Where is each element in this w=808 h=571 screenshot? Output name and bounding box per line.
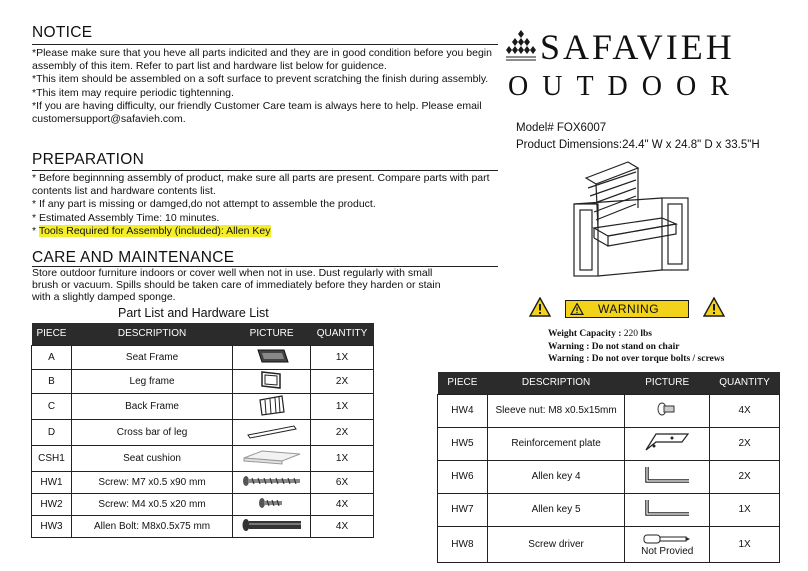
table-row: HW4 Sleeve nut: M8 x0.5x15mm 4X [438, 394, 780, 427]
notice-rule [32, 44, 498, 45]
preparation-title: PREPARATION [32, 151, 145, 168]
preparation-line: * Before beginnning assembly of product, make sure all parts are present. Compare parts with part contents list and hardware contents list. [32, 172, 490, 198]
header-description: DESCRIPTION [487, 372, 625, 394]
seat-frame-icon [252, 347, 292, 365]
table-row: HW2 Screw: M4 x0.5 x20 mm 4X [32, 493, 374, 515]
notice-title: NOTICE [32, 24, 93, 41]
table-row: B Leg frame 2X [32, 369, 374, 393]
screwdriver-icon [642, 533, 692, 545]
table-row: CSH1 Seat cushion 1X [32, 445, 374, 471]
care-title: CARE AND MAINTENANCE [32, 249, 235, 266]
tools-highlight: Tools Required for Assembly (included): Allen Key [38, 224, 271, 237]
allen-bolt-icon [240, 518, 304, 532]
safavieh-logo-icon [506, 30, 536, 62]
warning-line-stand: Warning : Do not stand on chair [548, 342, 680, 352]
weight-capacity: Weight Capacity : 220 lbs [548, 329, 652, 339]
hardware-table-header [438, 372, 780, 394]
table-row: A Seat Frame 1X [32, 345, 374, 369]
back-frame-icon [252, 394, 292, 416]
preparation-rule [32, 170, 498, 171]
warning-label: WARNING [598, 302, 660, 316]
short-screw-icon [252, 497, 292, 509]
table-row: HW8 Screw driver Not Provied 1X [438, 526, 780, 562]
warning-triangle-icon [703, 297, 725, 317]
preparation-line: * Estimated Assembly Time: 10 minutes. [32, 211, 220, 224]
warning-small-icon [570, 303, 584, 315]
preparation-line: * If any part is missing or damged,do not attempt to assemble the product. [32, 198, 376, 211]
notice-line: *If you are having difficulty, our friendly Customer Care team is always here to help. Please email customersupport@safavieh.com. [32, 99, 482, 126]
not-provided-note: Not Provied [641, 546, 694, 557]
header-picture: PICTURE [625, 372, 710, 394]
header-piece: PIECE [438, 372, 488, 394]
header-description: DESCRIPTION [71, 323, 232, 345]
parts-table [31, 323, 374, 538]
long-screw-icon [240, 475, 304, 487]
parts-table-header [32, 323, 374, 345]
cross-bar-icon [244, 423, 300, 439]
leg-frame-icon [252, 370, 292, 390]
table-row: HW1 Screw: M7 x0.5 x90 mm 6X [32, 471, 374, 493]
notice-line: *This item should be assembled on a soft surface to prevent scratching the finish during assembly. [32, 73, 489, 86]
model-number: Model# FOX6007 [516, 122, 607, 134]
plate-icon [642, 430, 692, 454]
cushion-icon [240, 448, 304, 466]
header-piece: PIECE [32, 323, 72, 345]
notice-body [32, 47, 502, 126]
table-row: HW7 Allen key 5 1X [438, 493, 780, 526]
table-row: D Cross bar of leg 2X [32, 419, 374, 445]
notice-line: *Please make sure that you heve all parts indicited and they are in good condition before you begin assembly of this item. Refer to part list and hardware list below for guidence. [32, 47, 492, 73]
brand-subtitle: OUTDOOR [508, 71, 743, 102]
chair-illustration [566, 158, 696, 288]
preparation-tools-line: * Tools Required for Assembly (included): Allen Key [32, 224, 271, 237]
warning-triangle-icon [529, 297, 551, 317]
table-row: HW3 Allen Bolt: M8x0.5x75 mm 4X [32, 515, 374, 537]
table-row: C Back Frame 1X [32, 393, 374, 419]
product-dimensions: Product Dimensions:24.4" W x 24.8" D x 33.5"H [516, 139, 760, 151]
header-quantity: QUANTITY [311, 323, 374, 345]
sleeve-nut-icon [652, 401, 682, 417]
preparation-body [32, 172, 502, 238]
allen-key-icon [641, 464, 693, 486]
warning-line-torque: Warning : Do not over torque bolts / screws [548, 354, 725, 364]
parts-table-title: Part List and Hardware List [118, 306, 269, 320]
table-row: HW5 Reinforcement plate 2X [438, 427, 780, 460]
notice-line: *This item may require periodic tightenning. [32, 86, 234, 99]
header-quantity: QUANTITY [710, 372, 780, 394]
brand-name: SAFAVIEH [540, 27, 735, 67]
care-body: Store outdoor furniture indoors or cover well when not in use. Dust regularly with small brush or vacuum. Spills should be taken care of immediately before they harden or stain with a slightly damped sponge. [32, 267, 441, 303]
table-row: HW6 Allen key 4 2X [438, 460, 780, 493]
header-picture: PICTURE [233, 323, 311, 345]
warning-banner [565, 300, 689, 318]
hardware-table [437, 372, 780, 563]
allen-key-icon [641, 497, 693, 519]
